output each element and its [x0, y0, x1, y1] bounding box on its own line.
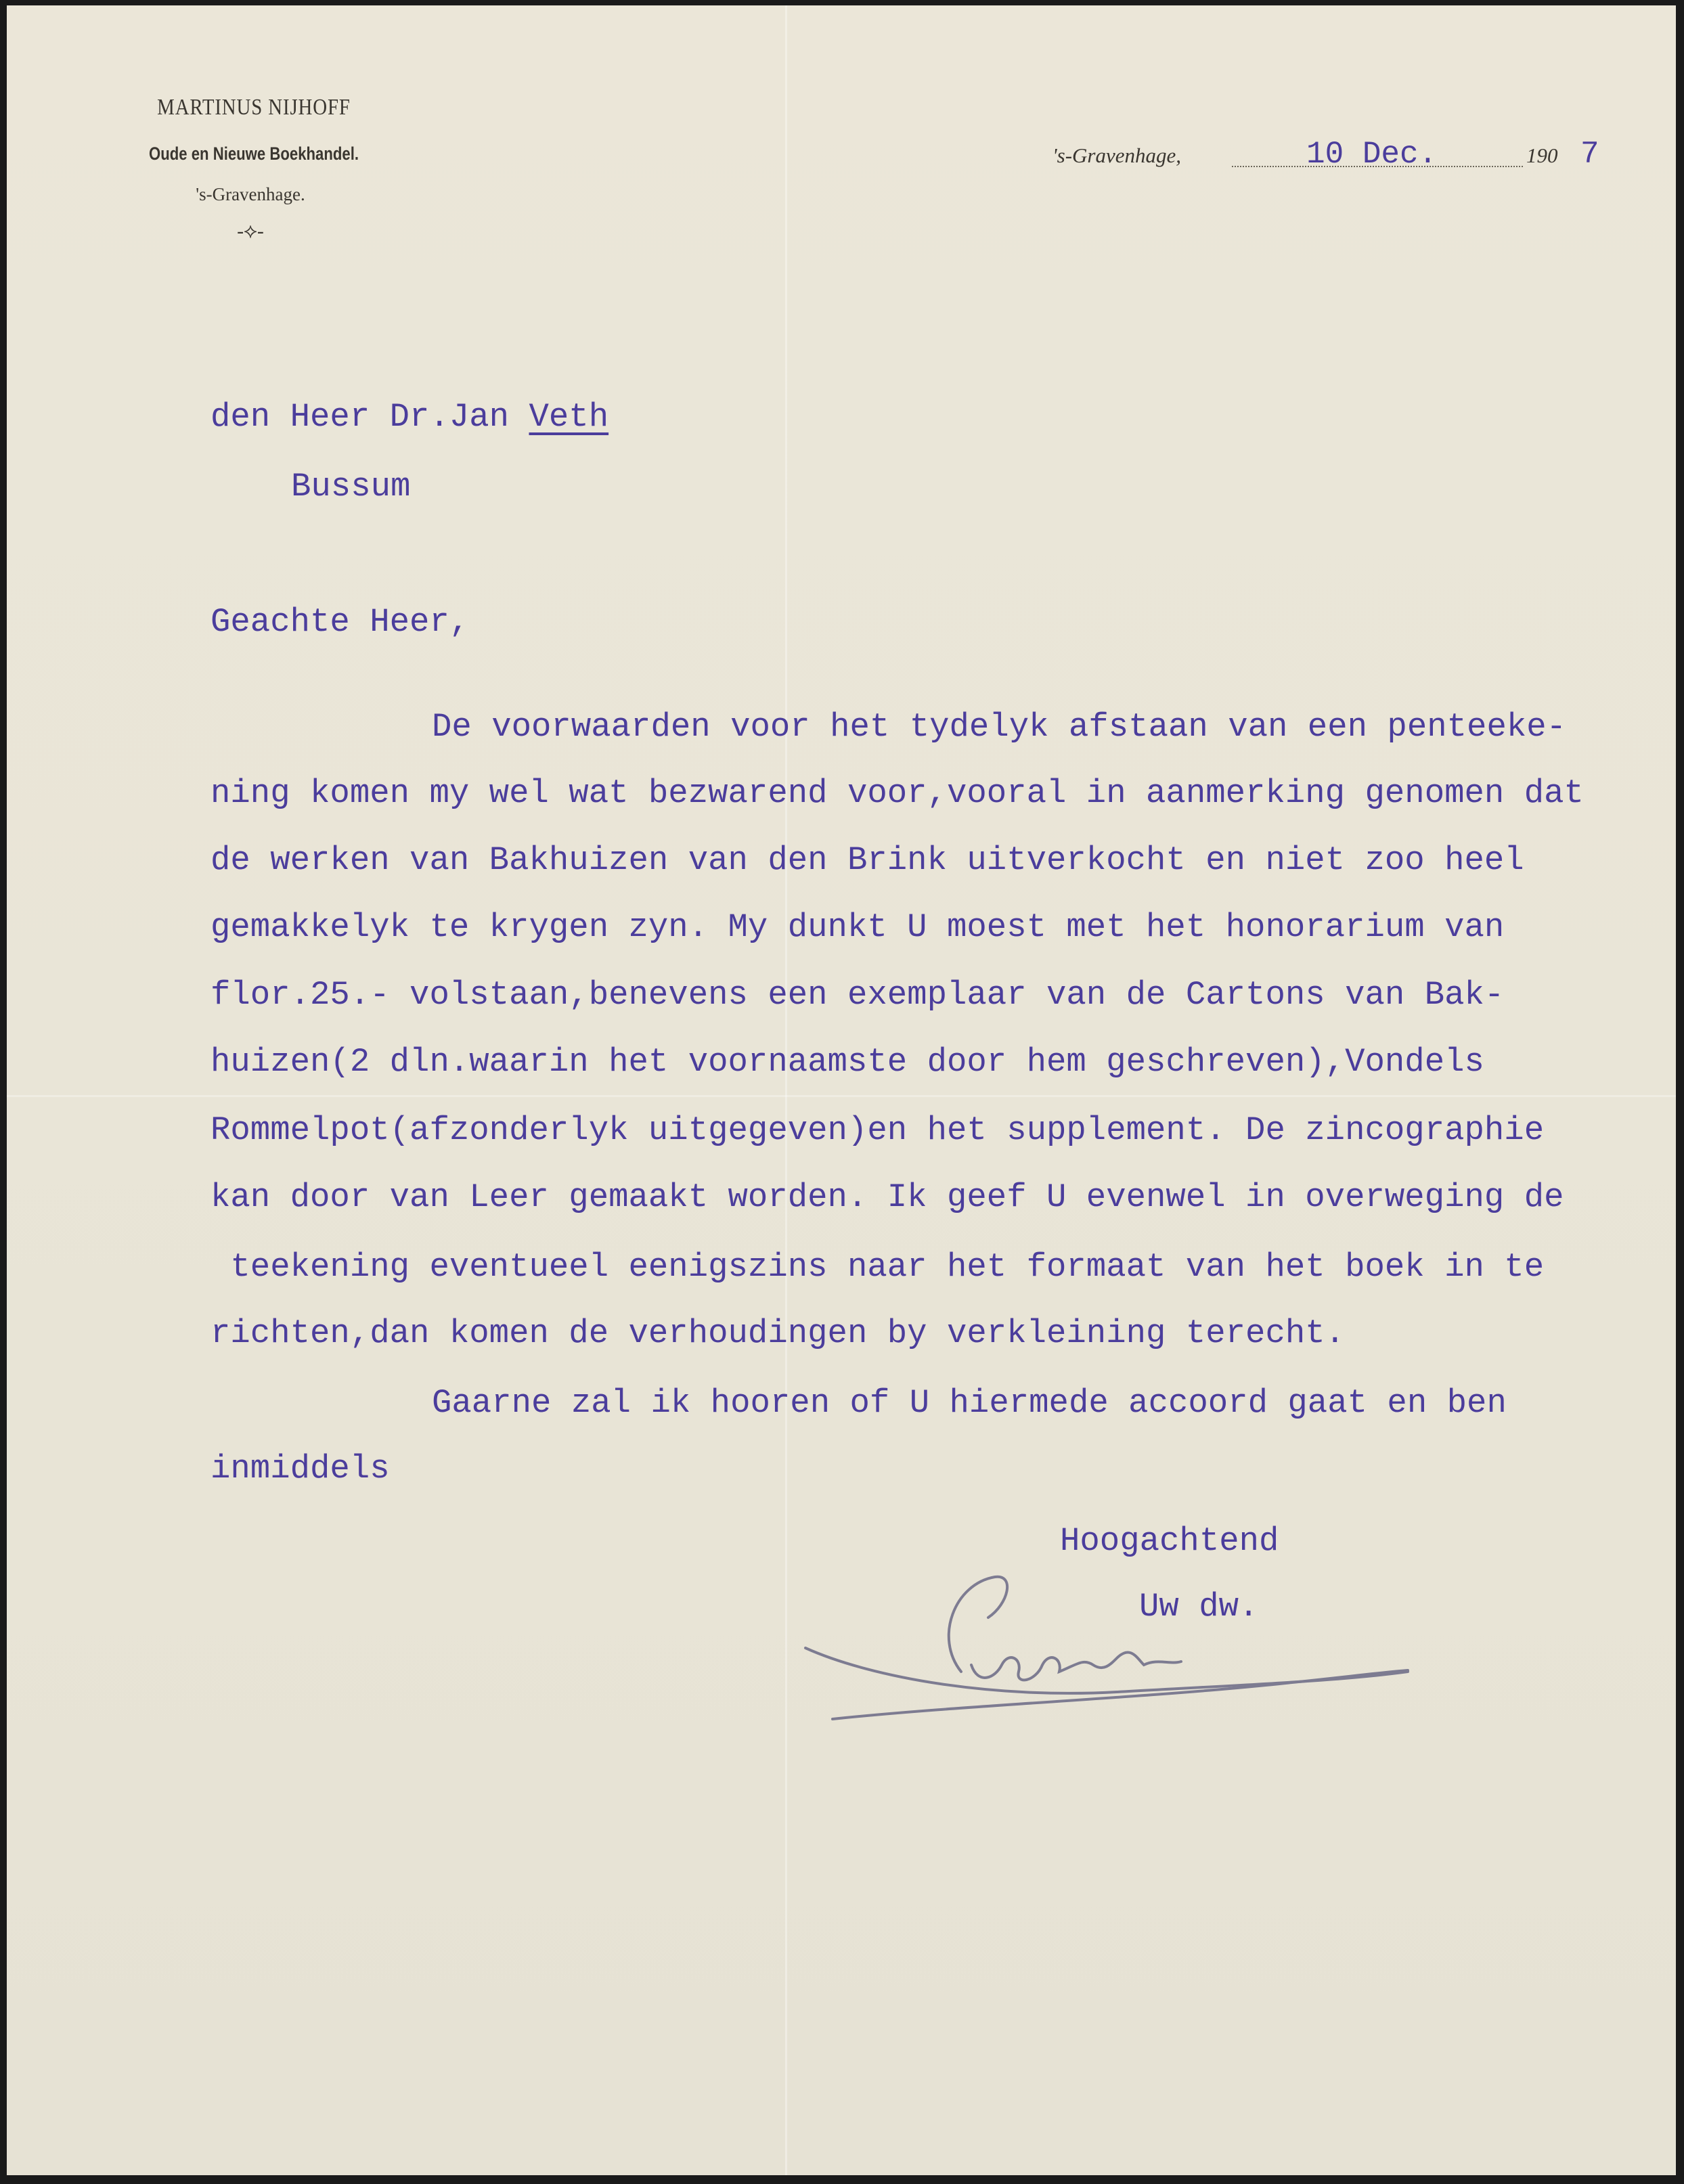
body-line: gemakkelyk te krygen zyn. My dunkt U moest met het honorarium van [210, 908, 1505, 946]
letterhead-firm-name: MARTINUS NIJHOFF [157, 95, 351, 120]
addressee-line-2: Bussum [291, 468, 411, 506]
body-line: ning komen my wel wat bezwarend voor,vooral in aanmerking genomen dat [210, 774, 1584, 812]
dateline-date: 10 Dec. [1306, 137, 1438, 172]
signature-icon [792, 1563, 1503, 1766]
closing-line-1: Hoogachtend [1060, 1522, 1279, 1560]
dateline-year-suffix: 7 [1580, 137, 1599, 172]
letterhead-subtitle: Oude en Nieuwe Boekhandel. [148, 143, 359, 164]
addressee-name: Veth [529, 398, 609, 436]
salutation: Geachte Heer, [210, 603, 470, 641]
body-line: de werken van Bakhuizen van den Brink uitverkocht en niet zoo heel [210, 841, 1524, 879]
closing-line-2: Uw dw. [1139, 1588, 1259, 1626]
body-line: teekening eventueel eenigszins naar het formaat van het boek in te [210, 1248, 1545, 1286]
body-line: flor.25.- volstaan,benevens een exemplaar van de Cartons van Bak- [210, 976, 1505, 1014]
body-line: Gaarne zal ik hooren of U hiermede accoord gaat en ben [432, 1384, 1507, 1422]
letterhead-city: 's-Gravenhage. [196, 184, 305, 204]
fold-crease-vertical [785, 5, 787, 2175]
dateline-place: 's-Gravenhage, [1052, 143, 1181, 167]
addressee-line-1 [210, 398, 609, 436]
body-line: Rommelpot(afzonderlyk uitgegeven)en het supplement. De zincographie [210, 1111, 1545, 1149]
addressee-prefix: den Heer Dr.Jan [210, 398, 529, 436]
dateline-year-prefix: 190 [1526, 143, 1558, 167]
fold-crease-horizontal [7, 1095, 1676, 1097]
body-line: richten,dan komen de verhoudingen by verkleining terecht. [210, 1314, 1346, 1352]
body-line: huizen(2 dln.waarin het voornaamste door hem geschreven),Vondels [210, 1043, 1484, 1081]
body-line: kan door van Leer gemaakt worden. Ik geef U evenwel in overweging de [210, 1178, 1564, 1216]
letterhead-ornament-icon: -⟡- [237, 220, 264, 242]
letter-page [7, 5, 1676, 2175]
body-line: inmiddels [210, 1450, 390, 1488]
body-line: De voorwaarden voor het tydelyk afstaan van een penteeke- [432, 708, 1567, 746]
